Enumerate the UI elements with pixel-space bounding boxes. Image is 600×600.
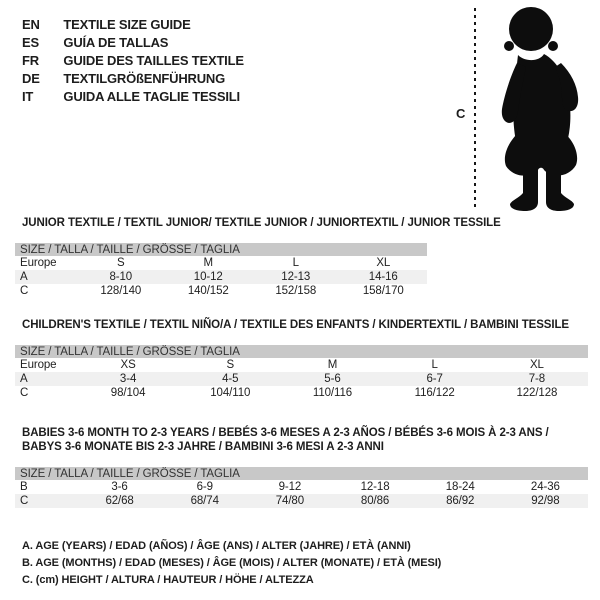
size-header-row — [15, 467, 588, 480]
table-row — [15, 372, 588, 386]
table-cell: S — [226, 359, 235, 371]
junior-size-table — [15, 243, 427, 298]
table-cell: S — [116, 257, 125, 269]
children-size-table — [15, 345, 588, 400]
height-measure-dashed-line — [474, 8, 476, 208]
guide-title: TEXTILGRÖßENFÜHRUNG — [63, 71, 226, 86]
table-cell: 80/86 — [332, 494, 417, 508]
language-code: DE — [22, 71, 40, 86]
row-label: A — [15, 372, 77, 386]
table-cell: M — [203, 257, 213, 269]
table-title: BABIES 3-6 MONTH TO 2-3 YEARS / BEBÉS 3-6 MESES A 2-3 AÑOS / BÉBÉS 3-6 MOIS À 2-3 ANS / — [22, 427, 549, 439]
table-cell: 128/140 — [100, 285, 142, 297]
table-cell: 116/122 — [414, 387, 455, 399]
footnote-height: C. (cm) HEIGHT / ALTURA / HAUTEUR / HÖHE / ALTEZZA — [22, 574, 314, 586]
row-label: Europe — [20, 359, 57, 371]
table-cell: XS — [120, 359, 136, 371]
size-header-cell: SIZE / TALLA / TAILLE / GRÖSSE / TAGLIA — [15, 467, 588, 480]
table-cell: 98/104 — [110, 387, 146, 399]
table-cell: 12-18 — [360, 481, 390, 493]
table-row — [15, 386, 588, 400]
table-title-line2: BABYS 3-6 MONATE BIS 2-3 JAHRE / BAMBINI 3-6 MESI A 2-3 ANNI — [22, 441, 384, 453]
row-label: Europe — [20, 257, 57, 269]
table-cell: XL — [529, 359, 544, 371]
table-cell: 5-6 — [281, 372, 383, 386]
guide-title: GUIDA ALLE TAGLIE TESSILI — [63, 89, 240, 104]
table-cell: 74/80 — [247, 494, 332, 508]
table-cell: 4-5 — [179, 372, 281, 386]
table-cell: 3-6 — [111, 481, 128, 493]
height-measure-label: C — [456, 106, 466, 121]
table-cell: 122/128 — [516, 387, 558, 399]
table-cell: 12-13 — [252, 270, 340, 284]
footnotes — [22, 538, 441, 589]
language-title-list — [22, 16, 244, 106]
table-cell: 140/152 — [187, 285, 229, 297]
row-label: C — [20, 285, 29, 297]
table-cell: 68/74 — [162, 494, 247, 508]
junior-textile-section — [15, 216, 501, 298]
table-cell: 14-16 — [340, 270, 428, 284]
babies-textile-section — [15, 426, 588, 508]
table-row — [15, 284, 427, 298]
language-code: EN — [22, 17, 40, 32]
table-cell: 7-8 — [486, 372, 588, 386]
language-code: IT — [22, 89, 34, 104]
table-cell: 9-12 — [278, 481, 302, 493]
table-cell: 8-10 — [77, 270, 165, 284]
size-header-cell: SIZE / TALLA / TAILLE / GRÖSSE / TAGLIA — [15, 243, 427, 256]
language-row — [22, 16, 244, 34]
language-row — [22, 34, 244, 52]
footnote-age-months: B. AGE (MONTHS) / EDAD (MESES) / ÂGE (MOIS) / ALTER (MONATE) / ETÀ (MESI) — [22, 557, 442, 569]
row-label: A — [15, 270, 77, 284]
table-cell: 10-12 — [165, 270, 253, 284]
language-code: FR — [22, 53, 39, 68]
table-cell: L — [292, 257, 299, 269]
table-row — [15, 270, 427, 284]
row-label: B — [20, 481, 28, 493]
row-label: C — [15, 494, 77, 508]
table-title: JUNIOR TEXTILE / TEXTIL JUNIOR/ TEXTILE JUNIOR / JUNIORTEXTIL / JUNIOR TESSILE — [22, 217, 501, 229]
guide-title: GUIDE DES TAILLES TEXTILE — [63, 53, 244, 68]
size-header-row — [15, 345, 588, 358]
table-cell: XL — [376, 257, 391, 269]
table-row — [15, 358, 588, 372]
guide-title: TEXTILE SIZE GUIDE — [63, 17, 191, 32]
row-label: C — [20, 387, 29, 399]
table-cell: 3-4 — [77, 372, 179, 386]
table-title: CHILDREN'S TEXTILE / TEXTIL NIÑO/A / TEXTILE DES ENFANTS / KINDERTEXTIL / BAMBINI TESSILE — [22, 319, 569, 331]
language-code: ES — [22, 35, 39, 50]
babies-size-table — [15, 467, 588, 508]
table-cell: 158/170 — [362, 285, 404, 297]
table-cell: 110/116 — [312, 387, 353, 399]
size-header-cell: SIZE / TALLA / TAILLE / GRÖSSE / TAGLIA — [15, 345, 588, 358]
guide-title: GUÍA DE TALLAS — [63, 35, 169, 50]
table-cell: 152/158 — [275, 285, 317, 297]
table-cell: 18-24 — [445, 481, 475, 493]
baby-silhouette-icon — [487, 5, 593, 212]
table-cell: M — [327, 359, 338, 371]
table-cell: 92/98 — [503, 494, 588, 508]
table-cell: 6-9 — [196, 481, 213, 493]
language-row — [22, 88, 244, 106]
table-cell: L — [431, 359, 438, 371]
table-cell: 62/68 — [77, 494, 162, 508]
table-cell: 24-36 — [530, 481, 560, 493]
language-row — [22, 70, 244, 88]
children-textile-section — [15, 318, 588, 400]
table-cell: 86/92 — [418, 494, 503, 508]
table-row — [15, 494, 588, 508]
table-cell: 104/110 — [210, 387, 251, 399]
language-row — [22, 52, 244, 70]
table-row — [15, 256, 427, 270]
table-cell: 6-7 — [384, 372, 486, 386]
footnote-age-years: A. AGE (YEARS) / EDAD (AÑOS) / ÂGE (ANS) / ALTER (JAHRE) / ETÀ (ANNI) — [22, 540, 411, 552]
table-row — [15, 480, 588, 494]
size-header-row — [15, 243, 427, 256]
